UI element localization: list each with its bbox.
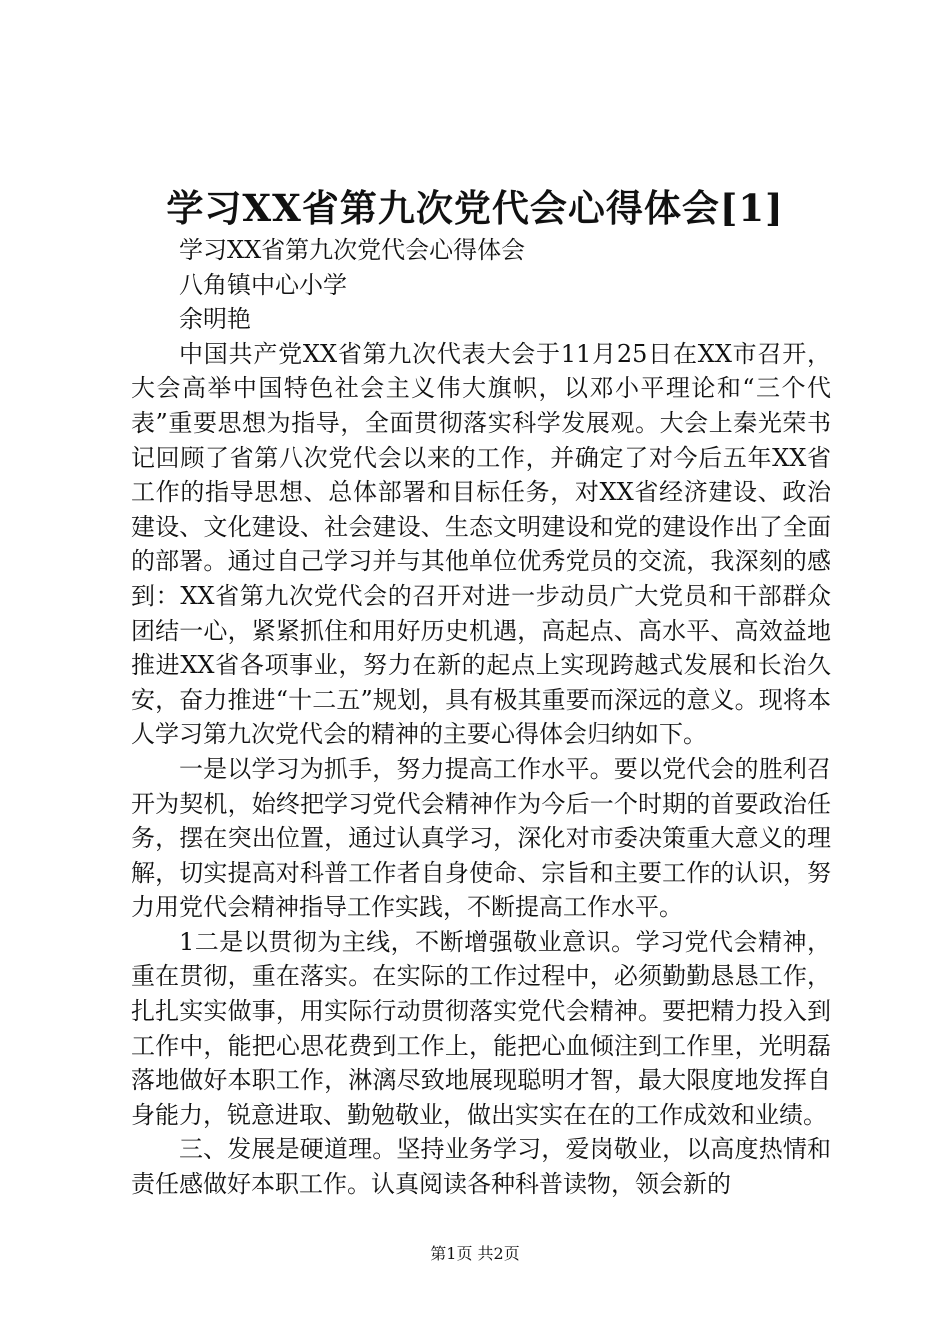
paragraph-subtitle: 学习XX省第九次党代会心得体会	[179, 236, 526, 264]
page-number-footer: 第1页 共2页	[430, 1244, 520, 1263]
paragraph-point-3: 三、发展是硬道理。坚持业务学习，爱岗敬业，以高度热情和责任感做好本职工作。认真阅读各种科普读物，领会新的	[131, 1135, 831, 1199]
paragraph-author: 余明艳	[179, 305, 251, 334]
paragraph-school: 八角镇中心小学	[179, 270, 347, 299]
paragraph-intro: 中国共产党XX省第九次代表大会于11月25日在XX市召开，大会高举中国特色社会主义伟大旗帜，以邓小平理论和“三个代表”重要思想为指导，全面贯彻落实科学发展观。大会上秦光荣书记回顾了省第八次党代会以来的工作，并确定了对今后五年XX省工作的指导思想、总体部署和目标任务，对XX省经济建设、政治建设、文化建设、社会建设、生态文明建设和党的建设作出了全面的部署。通过自己学习并与其他单位优秀党员的交流，我深刻的感到：XX省第九次党代会的召开对进一步动员广大党员和干部群众团结一心，紧紧抓住和用好历史机遇，高起点、高水平、高效益地推进XX省各项事业，努力在新的起点上实现跨越式发展和长治久安，奋力推进“十二五”规划，具有极其重要而深远的意义。现将本人学习第九次党代会的精神的主要心得体会归纳如下。	[131, 339, 831, 749]
paragraph-point-2: 1二是以贯彻为主线，不断增强敬业意识。学习党代会精神，重在贯彻，重在落实。在实际的工作过程中，必须勤勤恳恳工作，扎扎实实做事，用实际行动贯彻落实党代会精神。要把精力投入到工作中，能把心思花费到工作上，能把心血倾注到工作里，光明磊落地做好本职工作，淋漓尽致地展现聪明才智，最大限度地发挥自身能力，锐意进取、勤勉敬业，做出实实在在的工作成效和业绩。	[131, 927, 831, 1129]
document-body	[131, 233, 831, 1202]
document-title: 学习XX省第九次党代会心得体会[1]	[166, 186, 784, 230]
paragraph-point-1: 一是以学习为抓手，努力提高工作水平。要以党代会的胜利召开为契机，始终把学习党代会精神作为今后一个时期的首要政治任务，摆在突出位置，通过认真学习，深化对市委决策重大意义的理解，切实提高对科普工作者自身使命、宗旨和主要工作的认识，努力用党代会精神指导工作实践，不断提高工作水平。	[131, 754, 831, 922]
